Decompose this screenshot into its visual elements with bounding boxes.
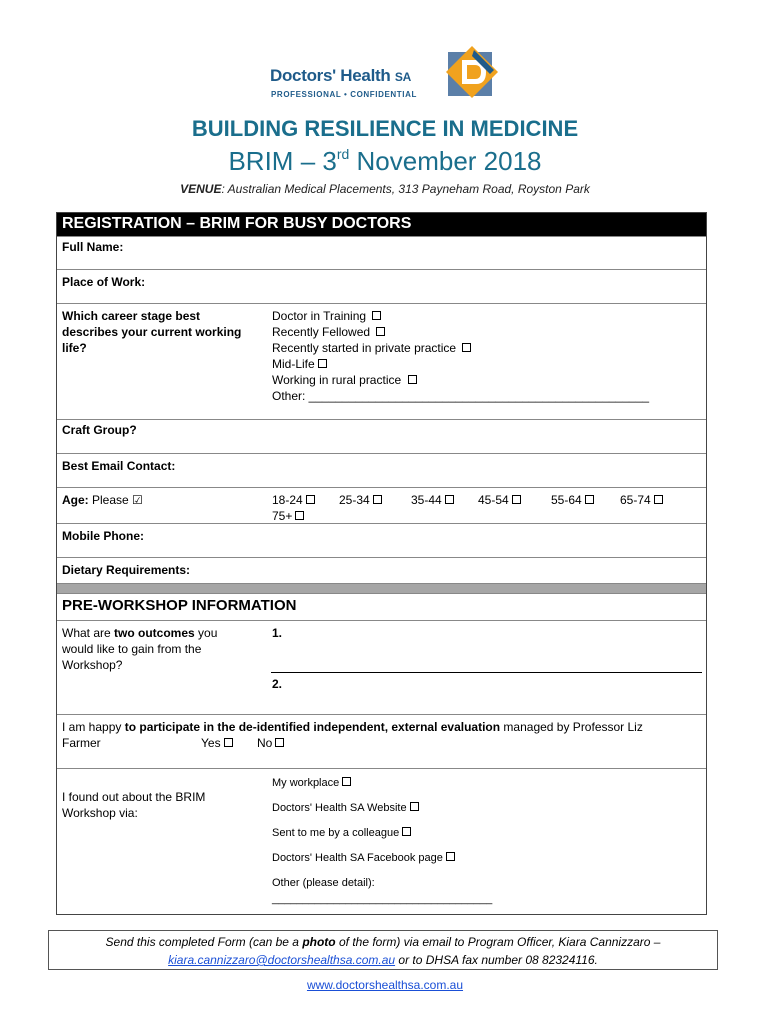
outcomes-question: What are two outcomes you would like to gain from the Workshop? [62,626,218,672]
career-stage-row [57,304,706,420]
checkbox[interactable] [408,375,417,384]
full-name-field[interactable] [57,237,706,270]
career-option[interactable]: Recently Fellowed [272,324,649,340]
logo-tagline: PROFESSIONAL • CONFIDENTIAL [271,90,417,99]
dietary-field[interactable] [57,558,706,584]
checkbox[interactable] [446,852,455,861]
place-of-work-label: Place of Work: [62,275,146,289]
age-option[interactable]: 55-64 [551,492,594,508]
submission-instructions: Send this completed Form (can be a photo of the form) via email to Program Officer, Kiara Cannizzaro – kiara.cannizzaro@doctorshealthsa.com.au or to DHSA fax number 08 82324116. [48,930,718,970]
checkbox[interactable] [654,495,663,504]
age-row [57,488,706,524]
page-title: BUILDING RESILIENCE IN MEDICINE [191,116,579,141]
found-out-options [272,775,492,907]
checkbox[interactable] [585,495,594,504]
website [0,978,770,992]
checkbox[interactable] [512,495,521,504]
logo [270,44,502,102]
evaluation-text: I am happy to participate in the de-identified independent, external evaluation managed by Professor Liz [62,720,643,734]
checkbox[interactable] [445,495,454,504]
evaluation-yes[interactable]: Yes [201,735,233,751]
found-option[interactable]: My workplace [272,775,492,800]
registration-form [56,212,707,915]
age-option[interactable]: 35-44 [411,492,454,508]
outcome-1-field[interactable]: 1. [272,626,283,640]
evaluation-row [57,715,706,769]
craft-group-field[interactable] [57,420,706,454]
age-option[interactable]: 65-74 [620,492,663,508]
checkbox[interactable] [372,311,381,320]
career-option[interactable]: Doctor in Training [272,308,649,324]
page-subtitle: BRIM – 3rd November 2018 [228,146,542,176]
checkbox[interactable] [318,359,327,368]
checkbox[interactable] [462,343,471,352]
found-option[interactable]: Sent to me by a colleague [272,825,492,850]
mobile-phone-field[interactable] [57,524,706,558]
checkbox[interactable] [342,777,351,786]
evaluation-text-2: Farmer [62,736,101,750]
craft-group-label: Craft Group? [62,423,137,437]
checkbox[interactable] [410,802,419,811]
logo-mark-icon [444,44,500,100]
website-link[interactable]: www.doctorshealthsa.com.au [306,978,464,992]
outcome-1-line [271,672,702,673]
found-out-row [57,769,706,914]
found-option[interactable]: Doctors' Health SA Website [272,800,492,825]
checkbox[interactable] [224,738,233,747]
age-option[interactable]: 18-24 [272,492,315,508]
full-name-label: Full Name: [62,240,124,254]
age-option[interactable]: 25-34 [339,492,382,508]
checkbox[interactable] [295,511,304,520]
found-out-question: I found out about the BRIM Workshop via: [62,790,206,820]
email-label: Best Email Contact: [62,459,176,473]
career-other-field[interactable]: Other: ___________________________________________________ [272,389,650,403]
checkbox[interactable] [376,327,385,336]
contact-email-link[interactable]: kiara.cannizzaro@doctorshealthsa.com.au [168,953,396,967]
section-divider [57,584,706,594]
outcomes-row [57,621,706,715]
found-other-label: Other (please detail): [272,877,375,889]
preworkshop-heading: PRE-WORKSHOP INFORMATION [57,594,706,621]
career-option[interactable]: Mid-Life [272,356,649,372]
outcome-2-field[interactable]: 2. [272,677,283,691]
place-of-work-field[interactable] [57,270,706,304]
email-field[interactable] [57,454,706,488]
age-option[interactable]: 75+ [272,508,304,524]
career-stage-options [272,308,649,404]
career-stage-label: Which career stage best describes your current working life? [62,309,242,355]
registration-heading: REGISTRATION – BRIM FOR BUSY DOCTORS [57,213,706,237]
evaluation-no[interactable]: No [257,735,284,751]
checkbox[interactable] [402,827,411,836]
career-option[interactable]: Working in rural practice [272,372,649,388]
logo-name: Doctors' Health SA [270,66,411,85]
age-label: Age: Please ☑ [62,493,143,507]
found-option[interactable]: Doctors' Health SA Facebook page [272,850,492,875]
checkbox[interactable] [373,495,382,504]
checkbox[interactable] [275,738,284,747]
career-option[interactable]: Recently started in private practice [272,340,649,356]
checkbox[interactable] [306,495,315,504]
venue: VENUE: Australian Medical Placements, 313 Payneham Road, Royston Park [180,182,590,196]
found-other-field[interactable]: ____________________________________ [272,893,493,905]
dietary-label: Dietary Requirements: [62,563,191,577]
age-option[interactable]: 45-54 [478,492,521,508]
mobile-phone-label: Mobile Phone: [62,529,144,543]
